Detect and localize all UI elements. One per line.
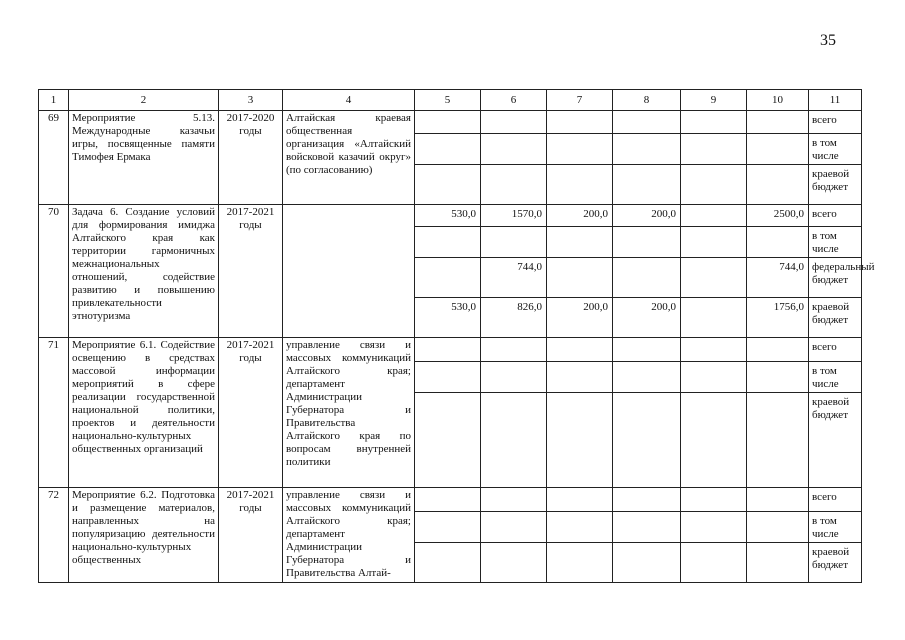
value-cell	[481, 488, 547, 512]
value-cell	[681, 258, 747, 298]
value-cell	[613, 338, 681, 362]
value-cell: 530,0	[415, 298, 481, 338]
header-cell: 4	[283, 90, 415, 111]
funding-source: краевой бюджет	[809, 393, 862, 488]
value-cell	[613, 362, 681, 393]
value-cell: 200,0	[547, 205, 613, 227]
value-cell	[547, 227, 613, 258]
value-cell	[415, 393, 481, 488]
value-cell	[747, 165, 809, 205]
value-cell: 530,0	[415, 205, 481, 227]
value-cell	[547, 543, 613, 583]
header-row	[39, 90, 862, 111]
value-cell	[547, 258, 613, 298]
value-cell	[415, 362, 481, 393]
value-cell	[481, 543, 547, 583]
funding-source: в том числе	[809, 362, 862, 393]
table-row	[39, 205, 862, 227]
header-cell: 11	[809, 90, 862, 111]
value-cell	[681, 165, 747, 205]
value-cell	[415, 227, 481, 258]
item-executor	[283, 205, 415, 338]
value-cell	[747, 338, 809, 362]
value-cell	[547, 111, 613, 134]
value-cell: 2500,0	[747, 205, 809, 227]
value-cell	[681, 362, 747, 393]
value-cell	[415, 543, 481, 583]
value-cell	[481, 362, 547, 393]
value-cell	[747, 488, 809, 512]
value-cell	[747, 362, 809, 393]
value-cell	[613, 134, 681, 165]
value-cell	[547, 165, 613, 205]
header-cell: 5	[415, 90, 481, 111]
header-cell: 10	[747, 90, 809, 111]
funding-source: федеральный бюджет	[809, 258, 862, 298]
value-cell	[481, 165, 547, 205]
funding-source: всего	[809, 338, 862, 362]
program-table	[38, 89, 875, 583]
funding-source: краевой бюджет	[809, 298, 862, 338]
item-years: 2017-2021 годы	[219, 488, 283, 583]
value-cell	[481, 134, 547, 165]
value-cell	[613, 512, 681, 543]
table-row	[39, 338, 862, 362]
item-executor: управление связи и массовых коммуникаций Алтайского края; департамент Администрации Губернатора и Правительства Алтайского края по вопросам внутренней политики	[283, 338, 415, 488]
item-years: 2017-2021 годы	[219, 205, 283, 338]
funding-source: всего	[809, 111, 862, 134]
table-row	[39, 111, 862, 134]
value-cell	[613, 258, 681, 298]
value-cell	[681, 298, 747, 338]
value-cell	[547, 488, 613, 512]
value-cell	[481, 227, 547, 258]
value-cell	[547, 393, 613, 488]
value-cell	[747, 512, 809, 543]
value-cell	[681, 512, 747, 543]
value-cell	[613, 543, 681, 583]
value-cell	[681, 338, 747, 362]
value-cell	[613, 488, 681, 512]
item-name: Мероприятие 5.13. Международные казачьи игры, посвященные памяти Тимофея Ермака	[69, 111, 219, 205]
value-cell	[681, 205, 747, 227]
funding-source: всего	[809, 488, 862, 512]
table-row	[39, 488, 862, 512]
row-number: 69	[39, 111, 69, 205]
funding-source: всего	[809, 205, 862, 227]
value-cell: 200,0	[613, 205, 681, 227]
value-cell: 200,0	[613, 298, 681, 338]
value-cell	[481, 393, 547, 488]
header-cell: 7	[547, 90, 613, 111]
header-cell: 1	[39, 90, 69, 111]
value-cell	[547, 512, 613, 543]
value-cell	[681, 111, 747, 134]
value-cell: 744,0	[747, 258, 809, 298]
row-number: 71	[39, 338, 69, 488]
value-cell	[613, 227, 681, 258]
value-cell	[415, 512, 481, 543]
row-number: 70	[39, 205, 69, 338]
funding-source: краевой бюджет	[809, 165, 862, 205]
item-name: Задача 6. Создание условий для формирования имиджа Алтайского края как территории гармоничных межнациональных отношений, содействие развитию и повышению привлекательности этнотуризма	[69, 205, 219, 338]
item-name: Мероприятие 6.2. Подготовка и размещение материалов, направленных на популяризацию деятельности национально-культурных общественных	[69, 488, 219, 583]
value-cell	[613, 165, 681, 205]
row-number: 72	[39, 488, 69, 583]
page-number: 35	[820, 32, 836, 49]
funding-source: в том числе	[809, 134, 862, 165]
header-cell: 9	[681, 90, 747, 111]
value-cell: 826,0	[481, 298, 547, 338]
header-cell: 6	[481, 90, 547, 111]
value-cell	[547, 134, 613, 165]
header-cell: 8	[613, 90, 681, 111]
header-cell: 2	[69, 90, 219, 111]
value-cell: 744,0	[481, 258, 547, 298]
value-cell	[415, 258, 481, 298]
value-cell: 1756,0	[747, 298, 809, 338]
value-cell	[547, 338, 613, 362]
item-executor: управление связи и массовых коммуникаций Алтайского края; департамент Администрации Губернатора и Правительства Алтай-	[283, 488, 415, 583]
value-cell	[415, 111, 481, 134]
value-cell	[681, 227, 747, 258]
header-cell: 3	[219, 90, 283, 111]
value-cell: 200,0	[547, 298, 613, 338]
value-cell	[415, 134, 481, 165]
value-cell	[481, 512, 547, 543]
value-cell	[747, 227, 809, 258]
value-cell	[681, 488, 747, 512]
funding-source: в том числе	[809, 512, 862, 543]
item-executor: Алтайская краевая общественная организация «Алтайский войсковой казачий округ» (по согласованию)	[283, 111, 415, 205]
value-cell	[681, 393, 747, 488]
value-cell	[481, 111, 547, 134]
value-cell	[415, 338, 481, 362]
item-name: Мероприятие 6.1. Содействие освещению в средствах массовой информации мероприятий в сфере реализации государственной национальной политики, проектов и деятельности национально-культурных общественных организаций	[69, 338, 219, 488]
value-cell	[415, 488, 481, 512]
funding-source: краевой бюджет	[809, 543, 862, 583]
value-cell	[747, 111, 809, 134]
value-cell: 1570,0	[481, 205, 547, 227]
value-cell	[481, 338, 547, 362]
value-cell	[415, 165, 481, 205]
value-cell	[747, 543, 809, 583]
value-cell	[747, 134, 809, 165]
value-cell	[613, 393, 681, 488]
value-cell	[747, 393, 809, 488]
value-cell	[681, 543, 747, 583]
funding-source: в том числе	[809, 227, 862, 258]
value-cell	[681, 134, 747, 165]
item-years: 2017-2021 годы	[219, 338, 283, 488]
value-cell	[613, 111, 681, 134]
item-years: 2017-2020 годы	[219, 111, 283, 205]
value-cell	[547, 362, 613, 393]
